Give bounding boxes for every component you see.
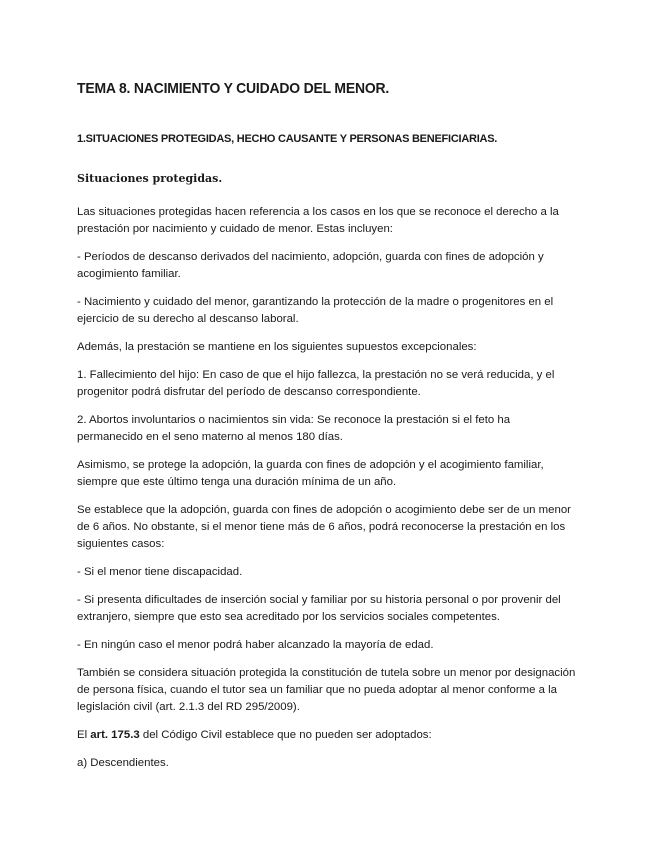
paragraph: - Si el menor tiene discapacidad. (77, 566, 243, 578)
paragraph: Se establece que la adopción, guarda con fines de adopción o acogimiento debe ser de un menor de 6 años. No obstante, si el menor tiene más de 6 años, podrá reconocerse la prestación en los siguientes casos: (77, 504, 571, 550)
paragraph: 2. Abortos involuntarios o nacimientos sin vida: Se reconoce la prestación si el feto ha permanecido en el seno materno al menos 180 días. (77, 414, 511, 443)
paragraph: - Si presenta dificultades de inserción social y familiar por su historia personal o por provenir del extranjero, siempre que esto sea acreditado por los servicios sociales competentes. (77, 594, 561, 623)
paragraph: Las situaciones protegidas hacen referencia a los casos en los que se reconoce el derecho a la prestación por nacimiento y cuidado de menor. Estas incluyen: (77, 206, 559, 235)
document-title: TEMA 8. NACIMIENTO Y CUIDADO DEL MENOR. (77, 80, 390, 97)
article-reference: art. 175.3 (90, 729, 140, 741)
paragraph: También se considera situación protegida la constitución de tutela sobre un menor por designación de persona física, cuando el tutor sea un familiar que no pueda adoptar al menor conforme a la legislación civil (art. 2.1.3 del RD 295/2009). (77, 667, 576, 713)
section-title: 1.SITUACIONES PROTEGIDAS, HECHO CAUSANTE Y PERSONAS BENEFICIARIAS. (77, 133, 498, 145)
paragraph: - Nacimiento y cuidado del menor, garantizando la protección de la madre o progenitores en el ejercicio de su derecho al descanso laboral. (77, 296, 554, 325)
list-item: a) Descendientes. (77, 757, 169, 769)
paragraph: - Períodos de descanso derivados del nacimiento, adopción, guarda con fines de adopción y acogimiento familiar. (77, 251, 544, 280)
article-suffix: del Código Civil establece que no pueden ser adoptados: (139, 729, 432, 741)
paragraph: Además, la prestación se mantiene en los siguientes supuestos excepcionales: (77, 341, 477, 353)
paragraph: - En ningún caso el menor podrá haber alcanzado la mayoría de edad. (77, 639, 434, 651)
article-prefix: El (77, 729, 91, 741)
subheading: Situaciones protegidas. (77, 172, 223, 185)
paragraph: Asimismo, se protege la adopción, la guarda con fines de adopción y el acogimiento familiar, siempre que este último tenga una duración mínima de un año. (77, 459, 544, 488)
document-body (77, 204, 577, 783)
paragraph: 1. Fallecimiento del hijo: En caso de que el hijo fallezca, la prestación no se verá reducida, y el progenitor podrá disfrutar del período de descanso correspondiente. (77, 369, 555, 398)
article-paragraph (77, 727, 577, 744)
